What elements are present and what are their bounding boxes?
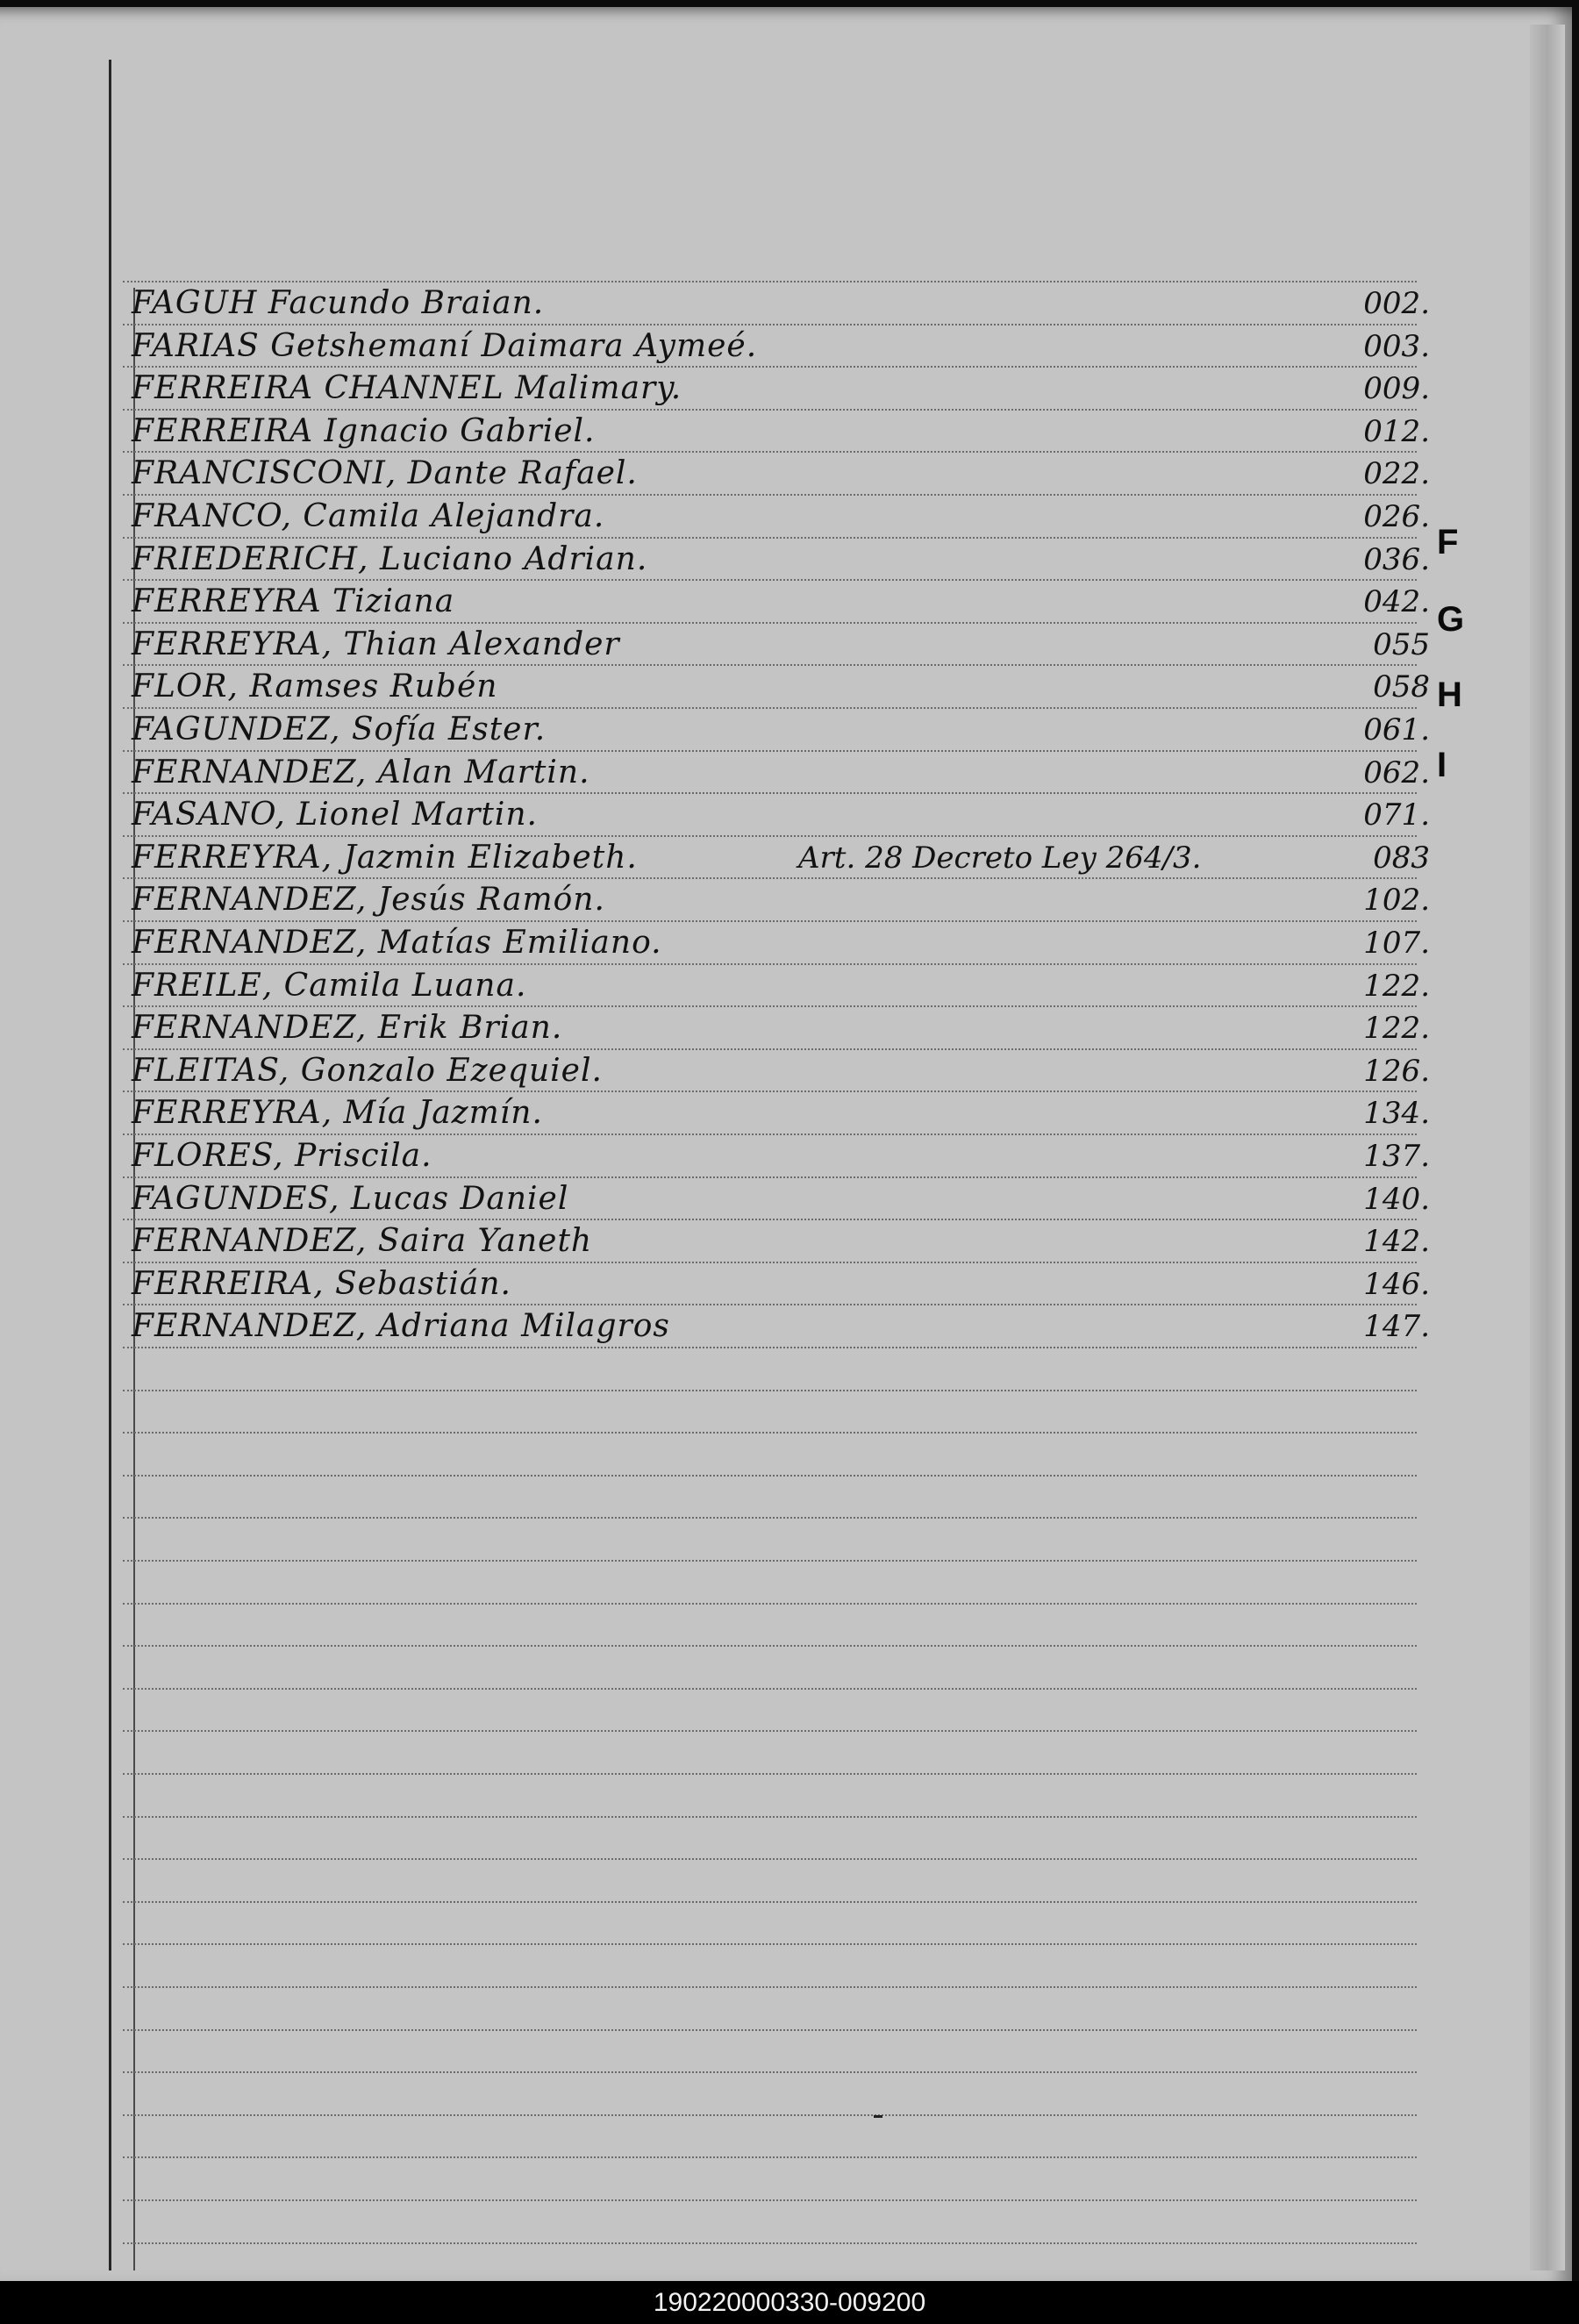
ruled-line [123, 1773, 1417, 1775]
index-tab-h: H [1437, 676, 1462, 714]
entry-name: FLOR, Ramses Rubén [132, 669, 498, 705]
scan-footer [0, 2281, 1579, 2324]
entry-name: FARIAS Getshemaní Daimara Aymeé. [132, 327, 758, 364]
register-entry [132, 540, 1430, 579]
entry-number: 062. [1363, 754, 1430, 790]
entry-number: 122. [1363, 1011, 1430, 1047]
ruled-line [123, 1560, 1417, 1562]
entry-number: 142. [1363, 1224, 1430, 1260]
ruled-line [123, 409, 1417, 411]
register-entry [132, 626, 1430, 664]
entry-name: FERREIRA Ignacio Gabriel. [132, 412, 596, 449]
index-tab-i: I [1437, 746, 1447, 784]
ruled-line [123, 1943, 1417, 1945]
register-entry [132, 839, 1430, 877]
ruled-line [123, 1858, 1417, 1860]
ruled-line [123, 2156, 1417, 2158]
ruled-line [123, 579, 1417, 581]
register-entry [132, 284, 1430, 323]
ruled-line [123, 1688, 1417, 1690]
ruled-line [123, 1730, 1417, 1732]
ruled-line [123, 2199, 1417, 2201]
ruled-line [123, 1816, 1417, 1818]
entry-number: 107. [1363, 926, 1430, 961]
entry-name: FERREYRA, Jazmin Elizabeth. [132, 839, 638, 876]
register-entry [132, 497, 1430, 536]
entry-name: FAGUNDEZ, Sofía Ester. [132, 712, 547, 747]
entry-number: 042. [1363, 584, 1430, 620]
register-entry [132, 1265, 1430, 1304]
entry-number: 071. [1363, 797, 1430, 833]
index-tab-g: G [1437, 600, 1465, 639]
ruled-line [123, 366, 1417, 368]
entry-number: 026. [1363, 499, 1430, 534]
document-id: 190220000330-009200 [653, 2288, 926, 2317]
entry-name: FERREIRA, Sebastián. [132, 1265, 511, 1302]
pen-mark [874, 2115, 882, 2118]
entry-name: FERNANDEZ, Saira Yaneth [132, 1223, 593, 1260]
ruled-line [123, 963, 1417, 965]
entry-name: FLORES, Priscila. [132, 1138, 432, 1174]
entry-name: FRIEDERICH, Luciano Adrian. [132, 540, 648, 577]
ruled-line [123, 664, 1417, 666]
ruled-line [123, 707, 1417, 709]
entry-number: 002. [1363, 286, 1430, 321]
register-entry [132, 1222, 1430, 1261]
entry-name: FERNANDEZ, Alan Martin. [132, 754, 590, 790]
ruled-line [123, 2029, 1417, 2031]
register-entry [132, 1009, 1430, 1048]
entry-number: 147. [1363, 1309, 1430, 1345]
entry-name: FERNANDEZ, Matías Emiliano. [132, 925, 662, 961]
register-entry [132, 754, 1430, 792]
ruled-line [123, 835, 1417, 837]
entry-number: 137. [1363, 1139, 1430, 1174]
entry-name: FERREYRA Tiziana [132, 583, 455, 620]
entry-number: 122. [1363, 968, 1430, 1004]
ruled-line [123, 1901, 1417, 1903]
entry-note: Art. 28 Decreto Ley 264/3. [798, 840, 1202, 876]
margin-rule [109, 60, 111, 2270]
entry-number: 126. [1363, 1053, 1430, 1089]
ruled-line [123, 792, 1417, 794]
ruled-line [123, 877, 1417, 879]
entry-name: FREILE, Camila Luana. [132, 967, 527, 1004]
register-entry [132, 967, 1430, 1005]
entry-number: 058 [1373, 669, 1430, 705]
entry-number: 102. [1363, 883, 1430, 919]
register-entry [132, 412, 1430, 451]
ruled-line [123, 1603, 1417, 1605]
index-tab-f: F [1437, 523, 1459, 561]
ruled-line [123, 1219, 1417, 1220]
entry-name: FERNANDEZ, Jesús Ramón. [132, 882, 605, 919]
entry-number: 146. [1363, 1266, 1430, 1302]
register-entry [132, 454, 1430, 493]
register-entry [132, 1307, 1430, 1346]
register-entry [132, 1180, 1430, 1219]
register-page [0, 7, 1572, 2281]
ruled-line [123, 2114, 1417, 2116]
page-edge [1530, 25, 1565, 2270]
ruled-line [123, 1048, 1417, 1050]
ruled-line [123, 281, 1417, 282]
ruled-line [123, 537, 1417, 539]
entry-name: FLEITAS, Gonzalo Ezequiel. [132, 1052, 603, 1089]
ruled-line [123, 1475, 1417, 1477]
entry-name: FASANO, Lionel Martin. [132, 797, 538, 833]
ruled-line [123, 324, 1417, 325]
register-entry [132, 369, 1430, 408]
ruled-line [123, 1347, 1417, 1348]
ruled-line [123, 451, 1417, 453]
ruled-line [123, 1005, 1417, 1007]
entry-name: FAGUH Facundo Braian. [132, 285, 545, 321]
ruled-line [123, 1432, 1417, 1434]
entry-name: FERNANDEZ, Erik Brian. [132, 1010, 563, 1047]
entry-number: 083 [1373, 840, 1430, 876]
entry-number: 055 [1373, 626, 1430, 662]
ruled-line [123, 1262, 1417, 1263]
register-entry [132, 1137, 1430, 1176]
register-entry [132, 711, 1430, 749]
register-entry [132, 327, 1430, 366]
ruled-line [123, 750, 1417, 752]
ruled-line [123, 1133, 1417, 1135]
register-entry [132, 924, 1430, 962]
register-entry [132, 668, 1430, 706]
ruled-line [123, 1090, 1417, 1092]
register-entry [132, 583, 1430, 621]
entry-name: FERREYRA, Mía Jazmín. [132, 1095, 543, 1132]
ruled-line [123, 1517, 1417, 1519]
ruled-line [123, 494, 1417, 496]
entry-number: 009. [1363, 371, 1430, 407]
entry-name: FAGUNDES, Lucas Daniel [132, 1180, 569, 1217]
entry-number: 061. [1363, 712, 1430, 747]
register-entry [132, 1052, 1430, 1090]
entry-name: FERREIRA CHANNEL Malimary. [132, 370, 682, 407]
register-entry [132, 1094, 1430, 1133]
ruled-line [123, 2071, 1417, 2073]
register-entry [132, 881, 1430, 919]
ruled-line [123, 1986, 1417, 1988]
entry-number: 012. [1363, 413, 1430, 449]
entry-name: FRANCISCONI, Dante Rafael. [132, 455, 638, 492]
ruled-line [123, 1304, 1417, 1305]
ruled-line [123, 2242, 1417, 2244]
entry-number: 036. [1363, 541, 1430, 577]
entry-name: FERREYRA, Thian Alexander [132, 626, 620, 662]
ruled-line [123, 1176, 1417, 1178]
entry-number: 022. [1363, 456, 1430, 492]
entry-number: 140. [1363, 1181, 1430, 1217]
entry-number: 003. [1363, 328, 1430, 364]
ruled-line [123, 622, 1417, 624]
ruled-line [123, 920, 1417, 922]
entry-name: FRANCO, Camila Alejandra. [132, 498, 605, 534]
ruled-line [123, 1645, 1417, 1647]
ruled-line [123, 1390, 1417, 1391]
register-entry [132, 796, 1430, 834]
entry-name: FERNANDEZ, Adriana Milagros [132, 1308, 670, 1345]
entry-number: 134. [1363, 1096, 1430, 1132]
